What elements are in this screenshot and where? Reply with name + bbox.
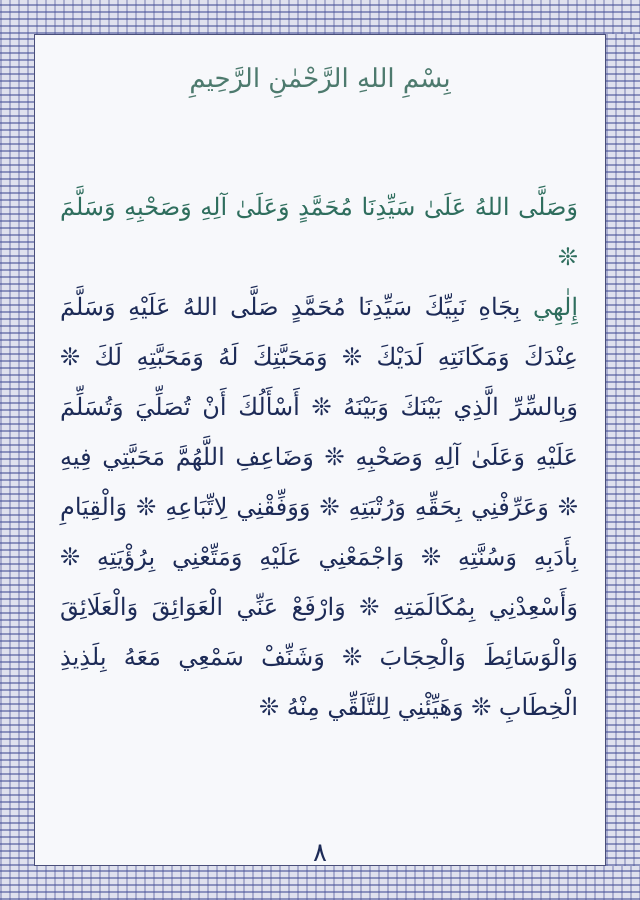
ornamental-border-bottom <box>0 866 640 900</box>
ornamental-border-right <box>606 34 640 866</box>
ornamental-border-left <box>0 34 34 866</box>
ornamental-border-top <box>0 0 640 34</box>
opening-paragraph: وَصَلَّى اللهُ عَلَىٰ سَيِّدِنَا مُحَمَّدٍ وَعَلَىٰ آلِهِ وَصَحْبِهِ وَسَلَّمَ ❊ <box>60 193 578 271</box>
main-paragraph <box>60 282 578 732</box>
page-number: ٨ <box>313 838 327 868</box>
main-paragraph-text: بِجَاهِ نَبِيِّكَ سَيِّدِنَا مُحَمَّدٍ صَلَّى اللهُ عَلَيْهِ وَسَلَّمَ عِنْدَكَ وَمَكَانَتِهِ لَدَيْكَ ❊ وَمَحَبَّتِكَ لَهُ وَمَحَبَّتِهِ لَكَ ❊ وَبِالسِّرِّ الَّذِي بَيْنَكَ وَبَيْنَهُ ❊ أَسْأَلُكَ أَنْ تُصَلِّيَ وَتُسَلِّمَ عَلَيْهِ وَعَلَىٰ آلِهِ وَصَحْبِهِ ❊ وَضَاعِفِ اللَّهُمَّ مَحَبَّتِي فِيهِ ❊ وَعَرِّفْنِي بِحَقِّهِ وَرُتْبَتِهِ ❊ وَوَفِّقْنِي لِاتِّبَاعِهِ ❊ وَالْقِيَامِ بِأَدَبِهِ وَسُنَّتِهِ ❊ وَاجْمَعْنِي عَلَيْهِ وَمَتِّعْنِي بِرُؤْيَتِهِ ❊ وَأَسْعِدْنِي بِمُكَالَمَتِهِ ❊ وَارْفَعْ عَنِّي الْعَوَائِقَ وَالْعَلَائِقَ وَالْوَسَائِطَ وَالْحِجَابَ ❊ وَشَنِّفْ سَمْعِي مَعَهُ بِلَذِيذِ الْخِطَابِ ❊ وَهَيِّئْنِي لِلتَّلَقِّي مِنْهُ ❊ <box>60 293 578 721</box>
prayer-text <box>60 182 578 732</box>
main-paragraph-lead: إِلٰهِي <box>532 293 578 321</box>
basmala-heading: بِسْمِ اللهِ الرَّحْمٰنِ الرَّحِيمِ <box>189 64 451 94</box>
